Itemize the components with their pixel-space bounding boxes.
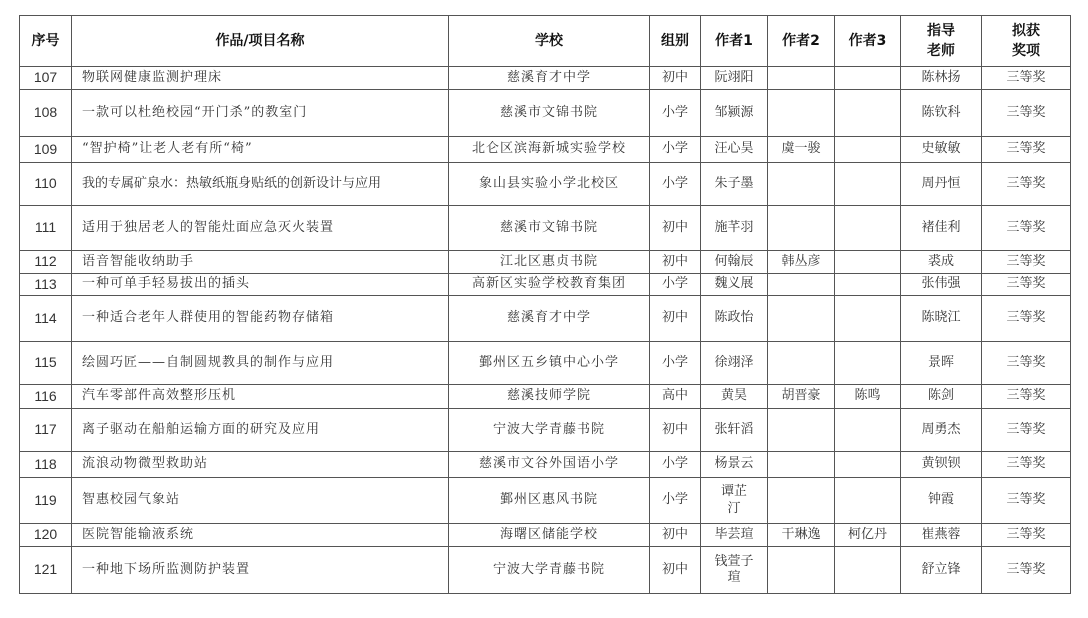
group-cell: 小学: [650, 452, 701, 478]
project-name-cell: 绘圆巧匠——自制圆规教具的制作与应用: [72, 342, 449, 385]
author3-cell: 陈鸣: [835, 385, 901, 409]
author1-cell: 阮翊阳: [701, 67, 768, 90]
author3-cell: [835, 206, 901, 251]
header-author1: 作者1: [701, 16, 768, 67]
serial-cell: 111: [20, 206, 72, 251]
group-cell: 小学: [650, 137, 701, 163]
award-cell: 三等奖: [982, 90, 1071, 137]
project-name-cell: 适用于独居老人的智能灶面应急灭火装置: [72, 206, 449, 251]
header-author2: 作者2: [768, 16, 835, 67]
teacher-cell: 黄钡钡: [901, 452, 982, 478]
author2-cell: [768, 478, 835, 524]
table-row: [20, 90, 1071, 137]
author1-cell: 魏义展: [701, 274, 768, 296]
project-name-cell: “智护椅”让老人老有所“椅”: [72, 137, 449, 163]
school-cell: 高新区实验学校教育集团: [449, 274, 650, 296]
author2-cell: [768, 547, 835, 594]
group-cell: 初中: [650, 524, 701, 547]
teacher-cell: 裘成: [901, 251, 982, 274]
school-cell: 鄞州区五乡镇中心小学: [449, 342, 650, 385]
school-cell: 慈溪市文锦书院: [449, 90, 650, 137]
table-row: [20, 274, 1071, 296]
award-cell: 三等奖: [982, 251, 1071, 274]
table-row: [20, 137, 1071, 163]
author3-cell: [835, 274, 901, 296]
author2-cell: [768, 274, 835, 296]
table-row: [20, 251, 1071, 274]
teacher-cell: 陈剑: [901, 385, 982, 409]
header-award: 拟获 奖项: [982, 16, 1071, 67]
author1-cell: 毕芸瑄: [701, 524, 768, 547]
school-cell: 慈溪技师学院: [449, 385, 650, 409]
school-cell: 海曙区储能学校: [449, 524, 650, 547]
author3-cell: [835, 137, 901, 163]
group-cell: 小学: [650, 90, 701, 137]
author1-cell: 朱子墨: [701, 163, 768, 206]
school-cell: 江北区惠贞书院: [449, 251, 650, 274]
project-name-cell: 语音智能收纳助手: [72, 251, 449, 274]
project-name-cell: 一种适合老年人群使用的智能药物存储箱: [72, 296, 449, 342]
school-cell: 慈溪育才中学: [449, 67, 650, 90]
teacher-cell: 史敏敏: [901, 137, 982, 163]
author1-cell: 何翰辰: [701, 251, 768, 274]
author2-cell: [768, 90, 835, 137]
teacher-cell: 景晖: [901, 342, 982, 385]
group-cell: 小学: [650, 163, 701, 206]
table-row: [20, 478, 1071, 524]
author2-cell: [768, 163, 835, 206]
serial-cell: 120: [20, 524, 72, 547]
serial-cell: 117: [20, 409, 72, 452]
author3-cell: [835, 547, 901, 594]
teacher-cell: 张伟强: [901, 274, 982, 296]
header-group: 组别: [650, 16, 701, 67]
author1-cell: 杨景云: [701, 452, 768, 478]
teacher-cell: 舒立锋: [901, 547, 982, 594]
award-cell: 三等奖: [982, 409, 1071, 452]
serial-cell: 121: [20, 547, 72, 594]
award-cell: 三等奖: [982, 137, 1071, 163]
award-cell: 三等奖: [982, 163, 1071, 206]
author2-cell: 干琳逸: [768, 524, 835, 547]
author1-cell: 邹颍源: [701, 90, 768, 137]
header-teacher: 指导 老师: [901, 16, 982, 67]
school-cell: 象山县实验小学北校区: [449, 163, 650, 206]
group-cell: 小学: [650, 342, 701, 385]
table-row: [20, 452, 1071, 478]
award-cell: 三等奖: [982, 274, 1071, 296]
group-cell: 小学: [650, 274, 701, 296]
serial-cell: 118: [20, 452, 72, 478]
award-cell: 三等奖: [982, 342, 1071, 385]
table-row: [20, 67, 1071, 90]
author3-cell: [835, 251, 901, 274]
school-cell: 宁波大学青藤书院: [449, 547, 650, 594]
author2-cell: [768, 67, 835, 90]
project-name-cell: 离子驱动在船舶运输方面的研究及应用: [72, 409, 449, 452]
serial-cell: 116: [20, 385, 72, 409]
project-name-cell: 汽车零部件高效整形压机: [72, 385, 449, 409]
award-cell: 三等奖: [982, 67, 1071, 90]
header-author3: 作者3: [835, 16, 901, 67]
author3-cell: [835, 409, 901, 452]
author3-cell: [835, 163, 901, 206]
header-serial: 序号: [20, 16, 72, 67]
award-cell: 三等奖: [982, 524, 1071, 547]
school-cell: 宁波大学青藤书院: [449, 409, 650, 452]
author2-cell: [768, 206, 835, 251]
table-row: [20, 547, 1071, 594]
table-row: [20, 409, 1071, 452]
author3-cell: [835, 90, 901, 137]
teacher-cell: 崔燕蓉: [901, 524, 982, 547]
project-name-cell: 智惠校园气象站: [72, 478, 449, 524]
table-row: [20, 342, 1071, 385]
header-school: 学校: [449, 16, 650, 67]
table-row: [20, 524, 1071, 547]
author2-cell: 胡晋豪: [768, 385, 835, 409]
author2-cell: [768, 452, 835, 478]
teacher-cell: 褚佳利: [901, 206, 982, 251]
serial-cell: 110: [20, 163, 72, 206]
awards-table: [19, 15, 1071, 594]
author1-cell: 钱萱子瑄: [701, 547, 768, 594]
author3-cell: [835, 478, 901, 524]
author2-cell: 虞一骏: [768, 137, 835, 163]
teacher-cell: 钟霞: [901, 478, 982, 524]
project-name-cell: 医院智能输液系统: [72, 524, 449, 547]
project-name-cell: 一种地下场所监测防护装置: [72, 547, 449, 594]
author1-cell: 徐翊泽: [701, 342, 768, 385]
table-row: [20, 385, 1071, 409]
group-cell: 初中: [650, 547, 701, 594]
author2-cell: [768, 296, 835, 342]
school-cell: 鄞州区惠风书院: [449, 478, 650, 524]
serial-cell: 113: [20, 274, 72, 296]
table-row: [20, 296, 1071, 342]
serial-cell: 112: [20, 251, 72, 274]
teacher-cell: 陈林扬: [901, 67, 982, 90]
group-cell: 初中: [650, 296, 701, 342]
project-name-cell: 物联网健康监测护理床: [72, 67, 449, 90]
author2-cell: 韩丛彦: [768, 251, 835, 274]
group-cell: 初中: [650, 67, 701, 90]
author1-cell: 张轩滔: [701, 409, 768, 452]
group-cell: 初中: [650, 206, 701, 251]
serial-cell: 115: [20, 342, 72, 385]
teacher-cell: 陈钦科: [901, 90, 982, 137]
author1-cell: 汪心昊: [701, 137, 768, 163]
author1-cell: 陈政怡: [701, 296, 768, 342]
project-name-cell: 我的专属矿泉水：热敏纸瓶身贴纸的创新设计与应用: [72, 163, 449, 206]
author3-cell: 柯亿丹: [835, 524, 901, 547]
author1-cell: 施芊羽: [701, 206, 768, 251]
author3-cell: [835, 342, 901, 385]
table-row: [20, 206, 1071, 251]
school-cell: 慈溪育才中学: [449, 296, 650, 342]
serial-cell: 108: [20, 90, 72, 137]
serial-cell: 119: [20, 478, 72, 524]
author3-cell: [835, 452, 901, 478]
award-cell: 三等奖: [982, 452, 1071, 478]
serial-cell: 107: [20, 67, 72, 90]
group-cell: 初中: [650, 251, 701, 274]
project-name-cell: 流浪动物微型救助站: [72, 452, 449, 478]
group-cell: 小学: [650, 478, 701, 524]
award-cell: 三等奖: [982, 547, 1071, 594]
serial-cell: 109: [20, 137, 72, 163]
author2-cell: [768, 409, 835, 452]
teacher-cell: 周丹恒: [901, 163, 982, 206]
teacher-cell: 陈晓江: [901, 296, 982, 342]
school-cell: 慈溪市文谷外国语小学: [449, 452, 650, 478]
school-cell: 慈溪市文锦书院: [449, 206, 650, 251]
teacher-cell: 周勇杰: [901, 409, 982, 452]
project-name-cell: 一款可以杜绝校园“开门杀”的教室门: [72, 90, 449, 137]
header-project-name: 作品/项目名称: [72, 16, 449, 67]
table-row: [20, 163, 1071, 206]
award-cell: 三等奖: [982, 296, 1071, 342]
project-name-cell: 一种可单手轻易拔出的插头: [72, 274, 449, 296]
header-row: [20, 16, 1071, 67]
award-cell: 三等奖: [982, 385, 1071, 409]
school-cell: 北仑区滨海新城实验学校: [449, 137, 650, 163]
author1-cell: 谭芷汀: [701, 478, 768, 524]
author1-cell: 黄昊: [701, 385, 768, 409]
serial-cell: 114: [20, 296, 72, 342]
author2-cell: [768, 342, 835, 385]
award-cell: 三等奖: [982, 206, 1071, 251]
award-cell: 三等奖: [982, 478, 1071, 524]
author3-cell: [835, 67, 901, 90]
group-cell: 高中: [650, 385, 701, 409]
group-cell: 初中: [650, 409, 701, 452]
author3-cell: [835, 296, 901, 342]
